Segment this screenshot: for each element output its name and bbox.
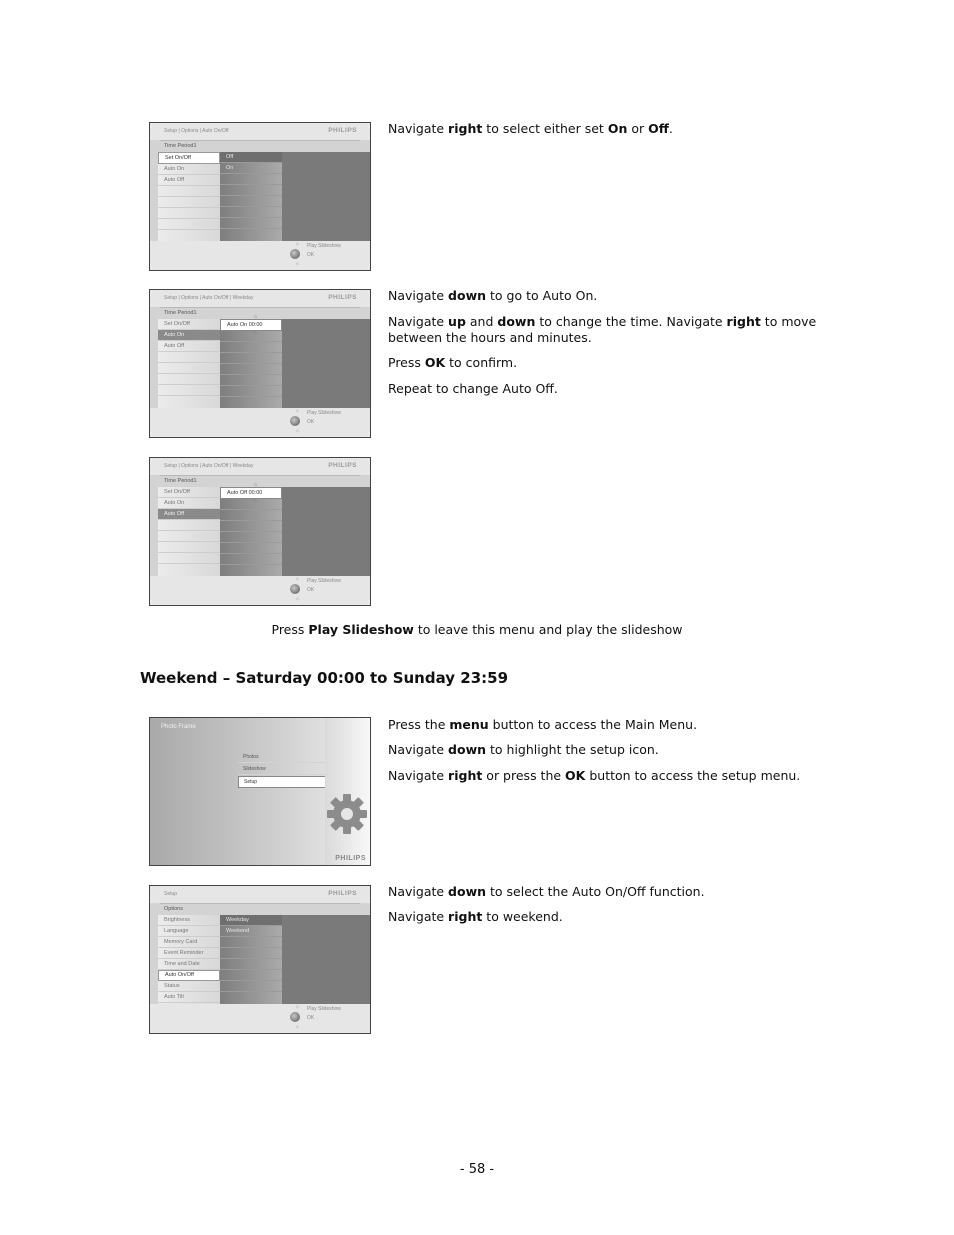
- navigation-knob-icon: [290, 584, 300, 594]
- screen-subtitle: Time Period1: [164, 478, 197, 484]
- menu-column-1: [158, 487, 220, 576]
- menu-item: Auto On/Off: [158, 970, 220, 981]
- section-heading: Weekend – Saturday 00:00 to Sunday 23:59: [140, 669, 509, 687]
- screen-footer: [150, 408, 370, 437]
- down-arrow-icon: ◇: [254, 498, 258, 503]
- screen-breadcrumb: Setup | Options | Auto On/Off: [164, 128, 229, 134]
- menu-column-2: [220, 915, 282, 1004]
- page-number: - 58 -: [459, 1162, 495, 1177]
- instruction-select-auto-onoff: Navigate down to select the Auto On/Off function.: [388, 884, 705, 899]
- instruction-select-on-off: Navigate right to select either set On or Off.: [388, 121, 673, 136]
- up-arrow-icon: ◇: [254, 482, 258, 487]
- instruction-press-menu: Press the menu button to access the Main Menu.: [388, 717, 698, 732]
- play-slideshow-hint: Play Slideshow: [307, 243, 341, 249]
- play-slideshow-hint: Play Slideshow: [307, 1006, 341, 1012]
- down-arrow-icon: ◇: [296, 596, 300, 601]
- menu-item: Memory Card: [158, 937, 220, 948]
- philips-logo: PHILIPS: [328, 294, 357, 301]
- instruction-confirm: Press OK to confirm.: [388, 355, 518, 370]
- main-menu-item: Slideshow: [238, 764, 327, 775]
- menu-column-1: [158, 152, 220, 241]
- philips-logo: PHILIPS: [328, 890, 357, 897]
- menu-item: Auto On: [158, 498, 220, 509]
- menu-item: Set On/Off: [158, 152, 220, 164]
- play-slideshow-hint: Play Slideshow: [307, 410, 341, 416]
- instruction-repeat: Repeat to change Auto Off.: [388, 381, 558, 396]
- screen-footer: [150, 1004, 370, 1033]
- menu-item: Auto Off: [158, 341, 220, 352]
- ok-hint: OK: [307, 587, 315, 593]
- down-arrow-icon: ◇: [254, 330, 258, 335]
- screen-footer: [150, 576, 370, 605]
- menu-item: Set On/Off: [158, 487, 220, 498]
- ok-hint: OK: [307, 1015, 315, 1021]
- menu-item: Auto Off: [158, 509, 220, 520]
- instruction-go-auto-on: Navigate down to go to Auto On.: [388, 288, 598, 303]
- navigation-knob-icon: [290, 249, 300, 259]
- screenshot-setup-menu: [149, 885, 371, 1034]
- screen-breadcrumb: Setup: [164, 891, 178, 897]
- navigation-knob-icon: [290, 416, 300, 426]
- instruction-access-setup: Navigate right or press the OK button to access the setup menu.: [388, 768, 801, 783]
- screen-subtitle: Time Period1: [164, 310, 197, 316]
- screenshot-auto-onoff-set: [149, 122, 371, 271]
- menu-item: Brightness: [158, 915, 220, 926]
- menu-item: Language: [158, 926, 220, 937]
- menu-item: Auto On: [158, 164, 220, 175]
- up-arrow-icon: ◇: [296, 408, 300, 413]
- ok-hint: OK: [307, 252, 315, 258]
- instruction-play-slideshow: Press Play Slideshow to leave this menu and play the slideshow: [271, 622, 683, 637]
- main-menu-item: Photos: [238, 752, 327, 763]
- menu-item: Auto Off: [158, 175, 220, 186]
- up-arrow-icon: ◇: [296, 241, 300, 246]
- menu-item: Weekday: [220, 915, 282, 926]
- menu-item: Status: [158, 981, 220, 992]
- menu-item: Off: [220, 152, 282, 163]
- screen-footer: [150, 241, 370, 270]
- instruction-highlight-setup: Navigate down to highlight the setup icon.: [388, 742, 659, 757]
- menu-column-1: [158, 319, 220, 408]
- time-field: Auto Off 00:00: [220, 487, 282, 499]
- philips-logo: PHILIPS: [328, 462, 357, 469]
- down-arrow-icon: ◇: [296, 1024, 300, 1029]
- up-arrow-icon: ◇: [296, 1004, 300, 1009]
- instruction-navigate-weekend: Navigate right to weekend.: [388, 909, 563, 924]
- philips-logo: PHILIPS: [335, 855, 366, 862]
- ok-hint: OK: [307, 419, 315, 425]
- menu-column-2: [220, 487, 282, 576]
- menu-item: Weekend: [220, 926, 282, 937]
- screenshot-auto-off-time: [149, 457, 371, 606]
- menu-item: Auto On: [158, 330, 220, 341]
- time-field: Auto On 00:00: [220, 319, 282, 331]
- menu-item: Auto Tilt: [158, 992, 220, 1003]
- screenshot-main-menu: [149, 717, 371, 866]
- menu-column-2: [220, 319, 282, 408]
- menu-item: Set On/Off: [158, 319, 220, 330]
- menu-item: On: [220, 163, 282, 174]
- screen-breadcrumb: Setup | Options | Auto On/Off | Weekday: [164, 463, 254, 469]
- gear-icon: [326, 793, 368, 835]
- play-slideshow-hint: Play Slideshow: [307, 578, 341, 584]
- main-menu-item: Setup: [238, 776, 329, 788]
- menu-item: Time and Date: [158, 959, 220, 970]
- screen-subtitle: Time Period1: [164, 143, 197, 149]
- menu-column-2: [220, 152, 282, 241]
- menu-column-1: [158, 915, 220, 1004]
- menu-item: Event Reminder: [158, 948, 220, 959]
- navigation-knob-icon: [290, 1012, 300, 1022]
- down-arrow-icon: ◇: [296, 261, 300, 266]
- screen-breadcrumb: Setup | Options | Auto On/Off | Weekday: [164, 295, 254, 301]
- screen-subtitle: Options: [164, 906, 183, 912]
- up-arrow-icon: ◇: [296, 576, 300, 581]
- instruction-change-time: Navigate up and down to change the time. Navigate right to move between the hours and minutes.: [388, 314, 817, 345]
- main-menu-title: Photo Frame: [161, 724, 196, 730]
- down-arrow-icon: ◇: [296, 428, 300, 433]
- screenshot-auto-on-time: [149, 289, 371, 438]
- philips-logo: PHILIPS: [328, 127, 357, 134]
- up-arrow-icon: ◇: [254, 314, 258, 319]
